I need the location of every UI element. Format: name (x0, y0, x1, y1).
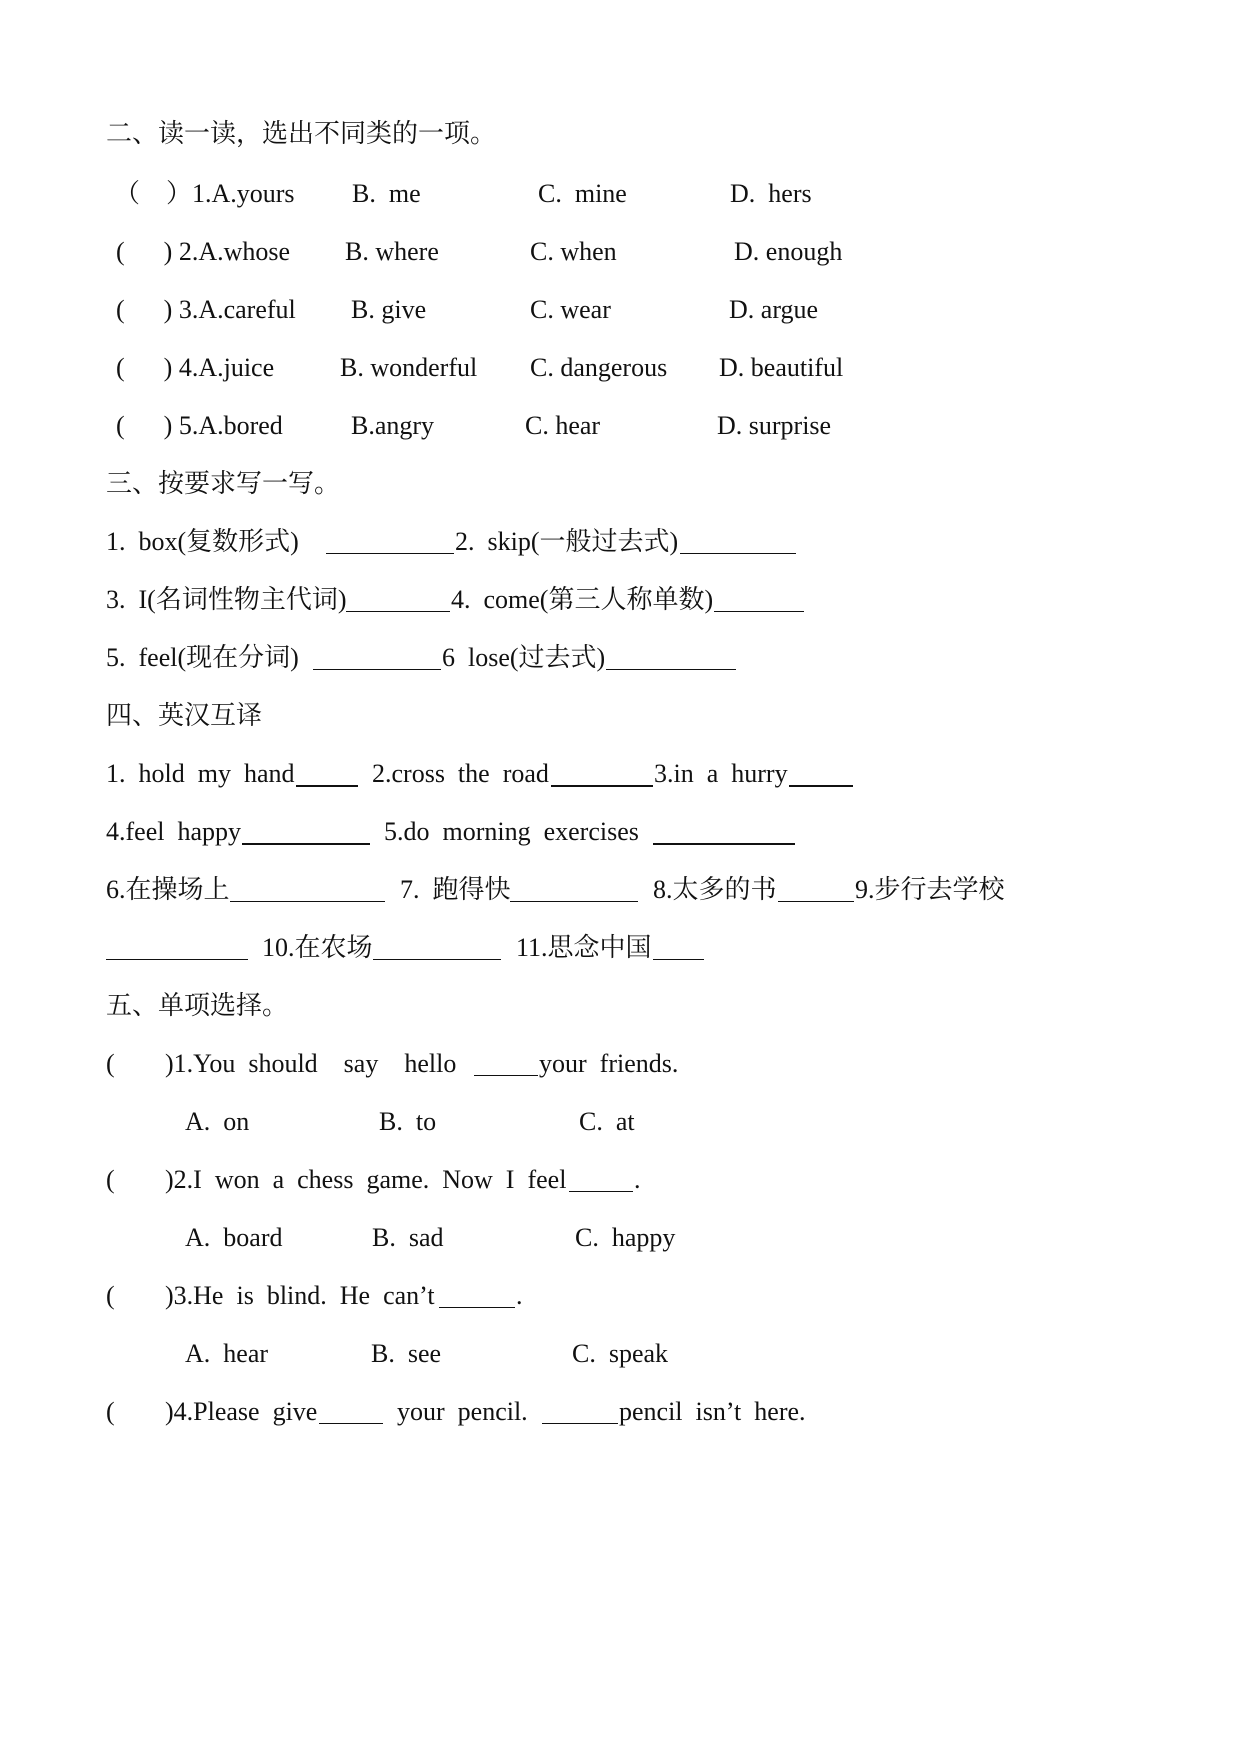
answer-blank[interactable] (714, 584, 804, 612)
s2-question-5: ( ) 5.A.bored B.angry C. hear D. surprise (116, 411, 832, 440)
s5-question-3: ( )3.He is blind. He can’t . (106, 1281, 523, 1310)
answer-blank[interactable] (510, 874, 638, 902)
section-3-heading: 三、按要求写一写。 (106, 469, 341, 498)
answer-blank[interactable] (789, 758, 853, 787)
answer-blank[interactable] (296, 758, 358, 787)
answer-blank[interactable] (653, 932, 704, 960)
answer-blank[interactable] (569, 1164, 633, 1192)
s3-row-1: 1. box(复数形式) 2. skip(一般过去式) (0, 522, 13, 562)
s3-row-2: 3. I(名词性物主代词) 4. come(第三人称单数) (0, 580, 13, 620)
answer-blank[interactable] (319, 1396, 383, 1424)
answer-blank[interactable] (653, 816, 795, 845)
answer-blank[interactable] (230, 874, 385, 902)
answer-blank[interactable] (373, 932, 501, 960)
answer-blank[interactable] (474, 1048, 538, 1076)
s5-options-1: A. on B. to C. at (185, 1107, 635, 1136)
section-2-heading: 二、读一读，选出不同类的一项。 (106, 119, 497, 148)
s4-row-2: 4.feel happy 5.do morning exercises (0, 812, 13, 852)
section-5-heading: 五、单项选择。 (106, 991, 289, 1020)
s2-question-1: （ ）1.A.yours B. me C. mine D. hers (114, 179, 812, 208)
s3-row-3: 5. feel(现在分词) 6 lose(过去式) (0, 638, 13, 678)
answer-blank[interactable] (439, 1280, 515, 1308)
answer-blank[interactable] (313, 642, 441, 670)
answer-blank[interactable] (606, 642, 736, 670)
answer-blank[interactable] (346, 584, 450, 612)
s2-question-2: ( ) 2.A.whose B. where C. when D. enough (116, 237, 843, 266)
s4-row-3: 6.在操场上 7. 跑得快 8.太多的书 9.步行去学校 (106, 875, 1005, 904)
answer-blank[interactable] (680, 526, 796, 554)
section-4-heading: 四、英汉互译 (106, 701, 263, 730)
s2-question-4: ( ) 4.A.juice B. wonderful C. dangerous D. beautiful (116, 353, 844, 382)
answer-blank[interactable] (242, 816, 370, 845)
answer-blank[interactable] (542, 1396, 618, 1424)
s4-row-1: 1. hold my hand 2.cross the road 3.in a hurry (0, 754, 13, 794)
s5-options-2: A. board B. sad C. happy (185, 1223, 676, 1252)
s4-row-4: 10.在农场 11.思念中国 (0, 928, 13, 968)
answer-blank[interactable] (778, 874, 854, 902)
s5-question-2: ( )2.I won a chess game. Now I feel . (106, 1165, 641, 1194)
answer-blank[interactable] (106, 932, 248, 960)
s5-question-1: ( )1.You should say hello your friends. (106, 1049, 679, 1078)
answer-blank[interactable] (551, 758, 653, 787)
answer-blank[interactable] (326, 526, 454, 554)
s5-question-4: ( )4.Please give your pencil. pencil isn’t here. (106, 1397, 806, 1426)
s2-question-3: ( ) 3.A.careful B. give C. wear D. argue (116, 295, 819, 324)
s5-options-3: A. hear B. see C. speak (185, 1339, 669, 1368)
